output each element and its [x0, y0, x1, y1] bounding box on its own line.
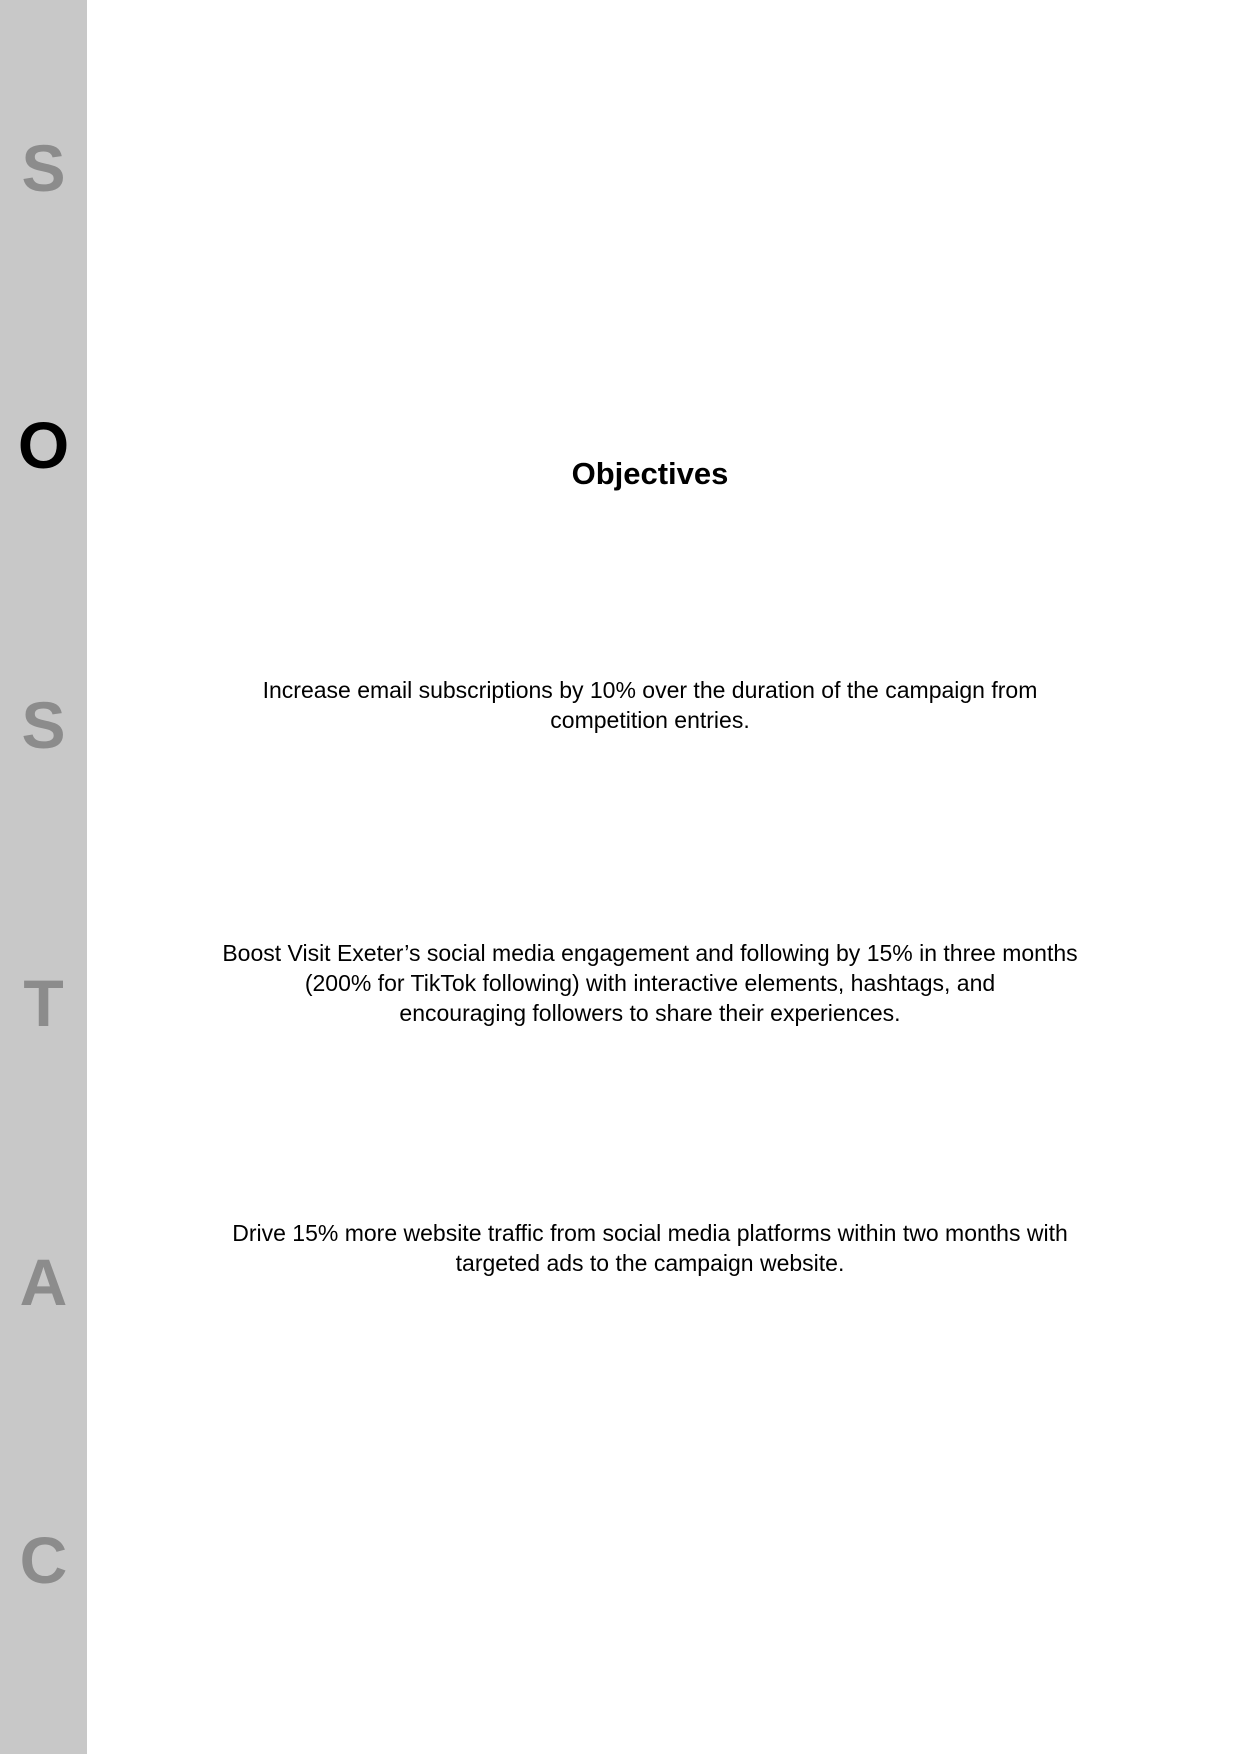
- objective-line: targeted ads to the campaign website.: [455, 1250, 845, 1276]
- objective-line: Increase email subscriptions by 10% over the duration of the campaign from: [262, 677, 1038, 703]
- objective-email-subscriptions: [87, 675, 1213, 735]
- objective-website-traffic: [87, 1218, 1213, 1278]
- objective-line: encouraging followers to share their experiences.: [399, 1000, 901, 1026]
- sidebar-letter-situation: S: [21, 131, 66, 205]
- sidebar-letter-action: A: [19, 1245, 68, 1319]
- sidebar-letter-strategy: S: [21, 688, 66, 762]
- page-content: [87, 0, 1240, 1754]
- page-title: Objectives: [571, 456, 729, 491]
- sostac-sidebar: [0, 0, 87, 1754]
- sidebar-letter-tactics: T: [23, 966, 64, 1040]
- objective-line: Drive 15% more website traffic from social media platforms within two months with: [232, 1220, 1068, 1246]
- sidebar-letter-control: C: [19, 1523, 68, 1597]
- objective-social-engagement: [87, 938, 1213, 1028]
- sidebar-letter-objectives: O: [17, 408, 70, 482]
- objective-line: Boost Visit Exeter’s social media engagement and following by 15% in three months: [222, 940, 1078, 966]
- objective-line: (200% for TikTok following) with interactive elements, hashtags, and: [304, 970, 996, 996]
- objective-line: competition entries.: [550, 707, 750, 733]
